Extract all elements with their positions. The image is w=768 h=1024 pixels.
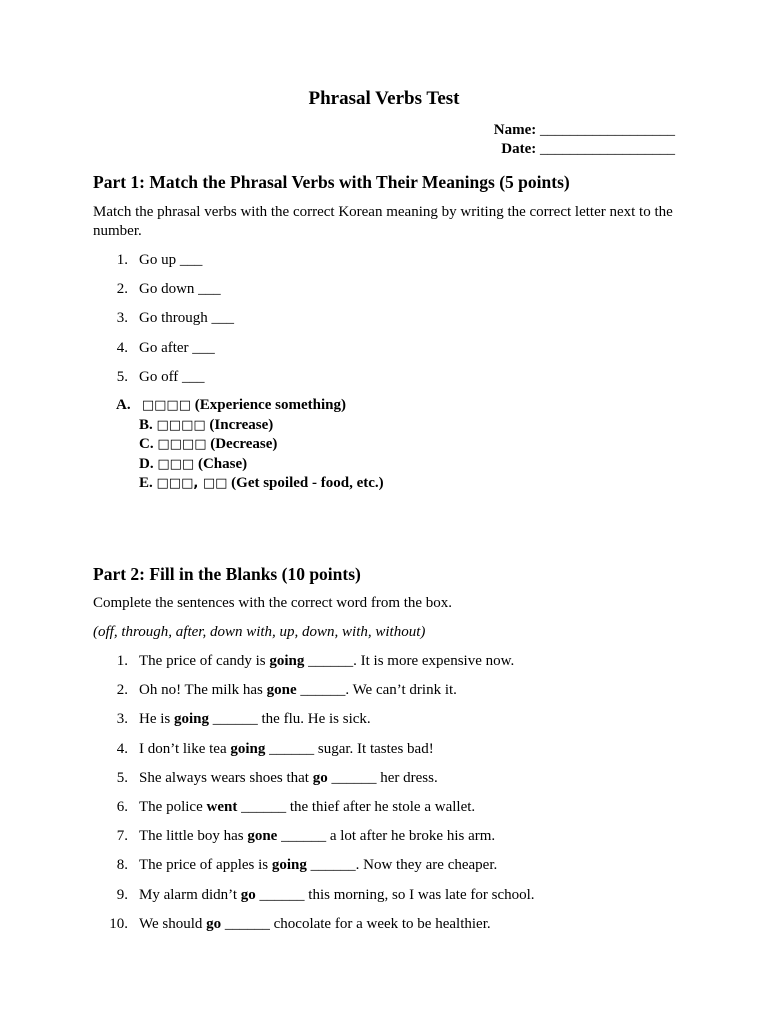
verb: gone [247,828,278,845]
item-text: Go up ___ [139,252,203,268]
choice-meaning: (Get spoiled - food, etc.) [231,475,384,492]
sentence-start: The price of candy is [139,653,270,669]
sentence-start: The police [139,798,207,815]
choice-letter: E. [139,475,153,492]
part2-heading: Part 2: Fill in the Blanks (10 points) [93,564,361,584]
list-item [93,827,535,856]
name-label: Name: [493,122,537,138]
list-item [93,769,535,798]
item-number: 3. [116,711,128,728]
verb: go [240,886,256,903]
choice-c [93,435,384,455]
name-field[interactable] [494,122,675,139]
choice-korean: □□□ [157,456,195,472]
sentence-start: Oh no! The milk has [139,682,267,699]
choice-korean: □□□□ [141,398,191,413]
choice-meaning: (Increase) [209,416,274,433]
sentence-start: She always wears shoes that [139,769,313,786]
choice-korean: □□□, □□ [156,476,228,492]
choice-korean: □□□□ [157,437,207,453]
answer-choices [93,396,384,494]
sentence-start: I don’t like tea [139,740,231,757]
list-item [93,309,234,338]
list-item [93,856,535,885]
item-text: Go down ___ [139,281,221,298]
sentence-start: We should [139,915,207,932]
verb: go [206,915,222,932]
list-item [93,652,535,681]
item-number: 5. [116,368,128,385]
list-item [93,798,535,827]
choice-letter: B. [139,416,153,433]
item-number: 1. [116,653,128,669]
part1-heading: Part 1: Match the Phrasal Verbs with Their Meanings (5 points) [93,172,570,192]
sentence-end: ______ the flu. He is sick. [209,711,371,728]
list-item [93,339,234,368]
sentence-end: ______ the thief after he stole a wallet. [237,798,476,815]
item-text: Go through ___ [139,310,234,327]
choice-a [93,396,384,416]
name-line: __________________ [540,122,675,138]
choice-meaning: (Experience something) [194,397,346,413]
list-item [93,740,535,769]
sentence-end: ______ chocolate for a week to be healthier. [221,915,491,932]
item-text: Go off ___ [139,368,205,385]
list-item [93,915,535,944]
item-number: 4. [116,740,128,757]
item-number: 2. [116,682,128,699]
verb: going [174,711,210,728]
item-number: 9. [116,886,128,903]
sentence-start: The little boy has [139,828,248,845]
item-number: 2. [116,281,128,298]
verb: going [271,857,307,874]
choice-e [93,474,384,494]
word-box: (off, through, after, down with, up, down, with, without) [93,624,426,640]
verb: went [206,798,238,815]
sentence-end: ______. It is more expensive now. [304,653,515,669]
choice-letter: A. [116,397,131,413]
sentence-end: ______ a lot after he broke his arm. [277,828,496,845]
list-item [93,251,234,280]
item-number: 8. [116,857,128,874]
item-number: 6. [116,798,128,815]
list-item [93,368,234,397]
sentence-start: He is [139,711,174,728]
verb: gone [266,682,297,699]
choice-d [93,455,384,475]
item-number: 3. [116,310,128,327]
choice-meaning: (Chase) [197,455,248,472]
list-item [93,710,535,739]
part2-instructions: Complete the sentences with the correct word from the box. [93,595,453,611]
sentence-start: The price of apples is [139,857,272,874]
choice-letter: D. [139,455,154,472]
date-label: Date: [501,141,537,157]
choice-meaning: (Decrease) [210,436,278,453]
sentence-end: ______. Now they are cheaper. [306,857,498,874]
part1-list [93,251,234,397]
verb: going [269,653,305,669]
item-number: 1. [116,252,128,268]
part1-instructions: Match the phrasal verbs with the correct Korean meaning by writing the correct letter next to the number. [93,204,673,239]
item-number: 7. [116,828,128,845]
item-text: Go after ___ [139,339,215,356]
sentence-end: ______ this morning, so I was late for school. [255,886,535,903]
sentence-end: ______ sugar. It tastes bad! [265,740,434,757]
choice-korean: □□□□ [156,417,206,433]
item-number: 10. [109,915,128,932]
verb: go [312,769,328,786]
choice-b [93,416,384,436]
choice-letter: C. [139,436,154,453]
sentence-start: My alarm didn’t [139,886,241,903]
page-title: Phrasal Verbs Test [308,88,460,109]
item-number: 5. [116,769,128,786]
list-item [93,280,234,309]
sentence-end: ______ her dress. [327,769,438,786]
list-item [93,886,535,915]
part2-list [93,652,535,944]
item-number: 4. [116,339,128,356]
date-line: __________________ [540,141,675,157]
date-field[interactable] [501,141,675,158]
sentence-end: ______. We can’t drink it. [296,682,457,699]
verb: going [230,740,266,757]
list-item [93,681,535,710]
